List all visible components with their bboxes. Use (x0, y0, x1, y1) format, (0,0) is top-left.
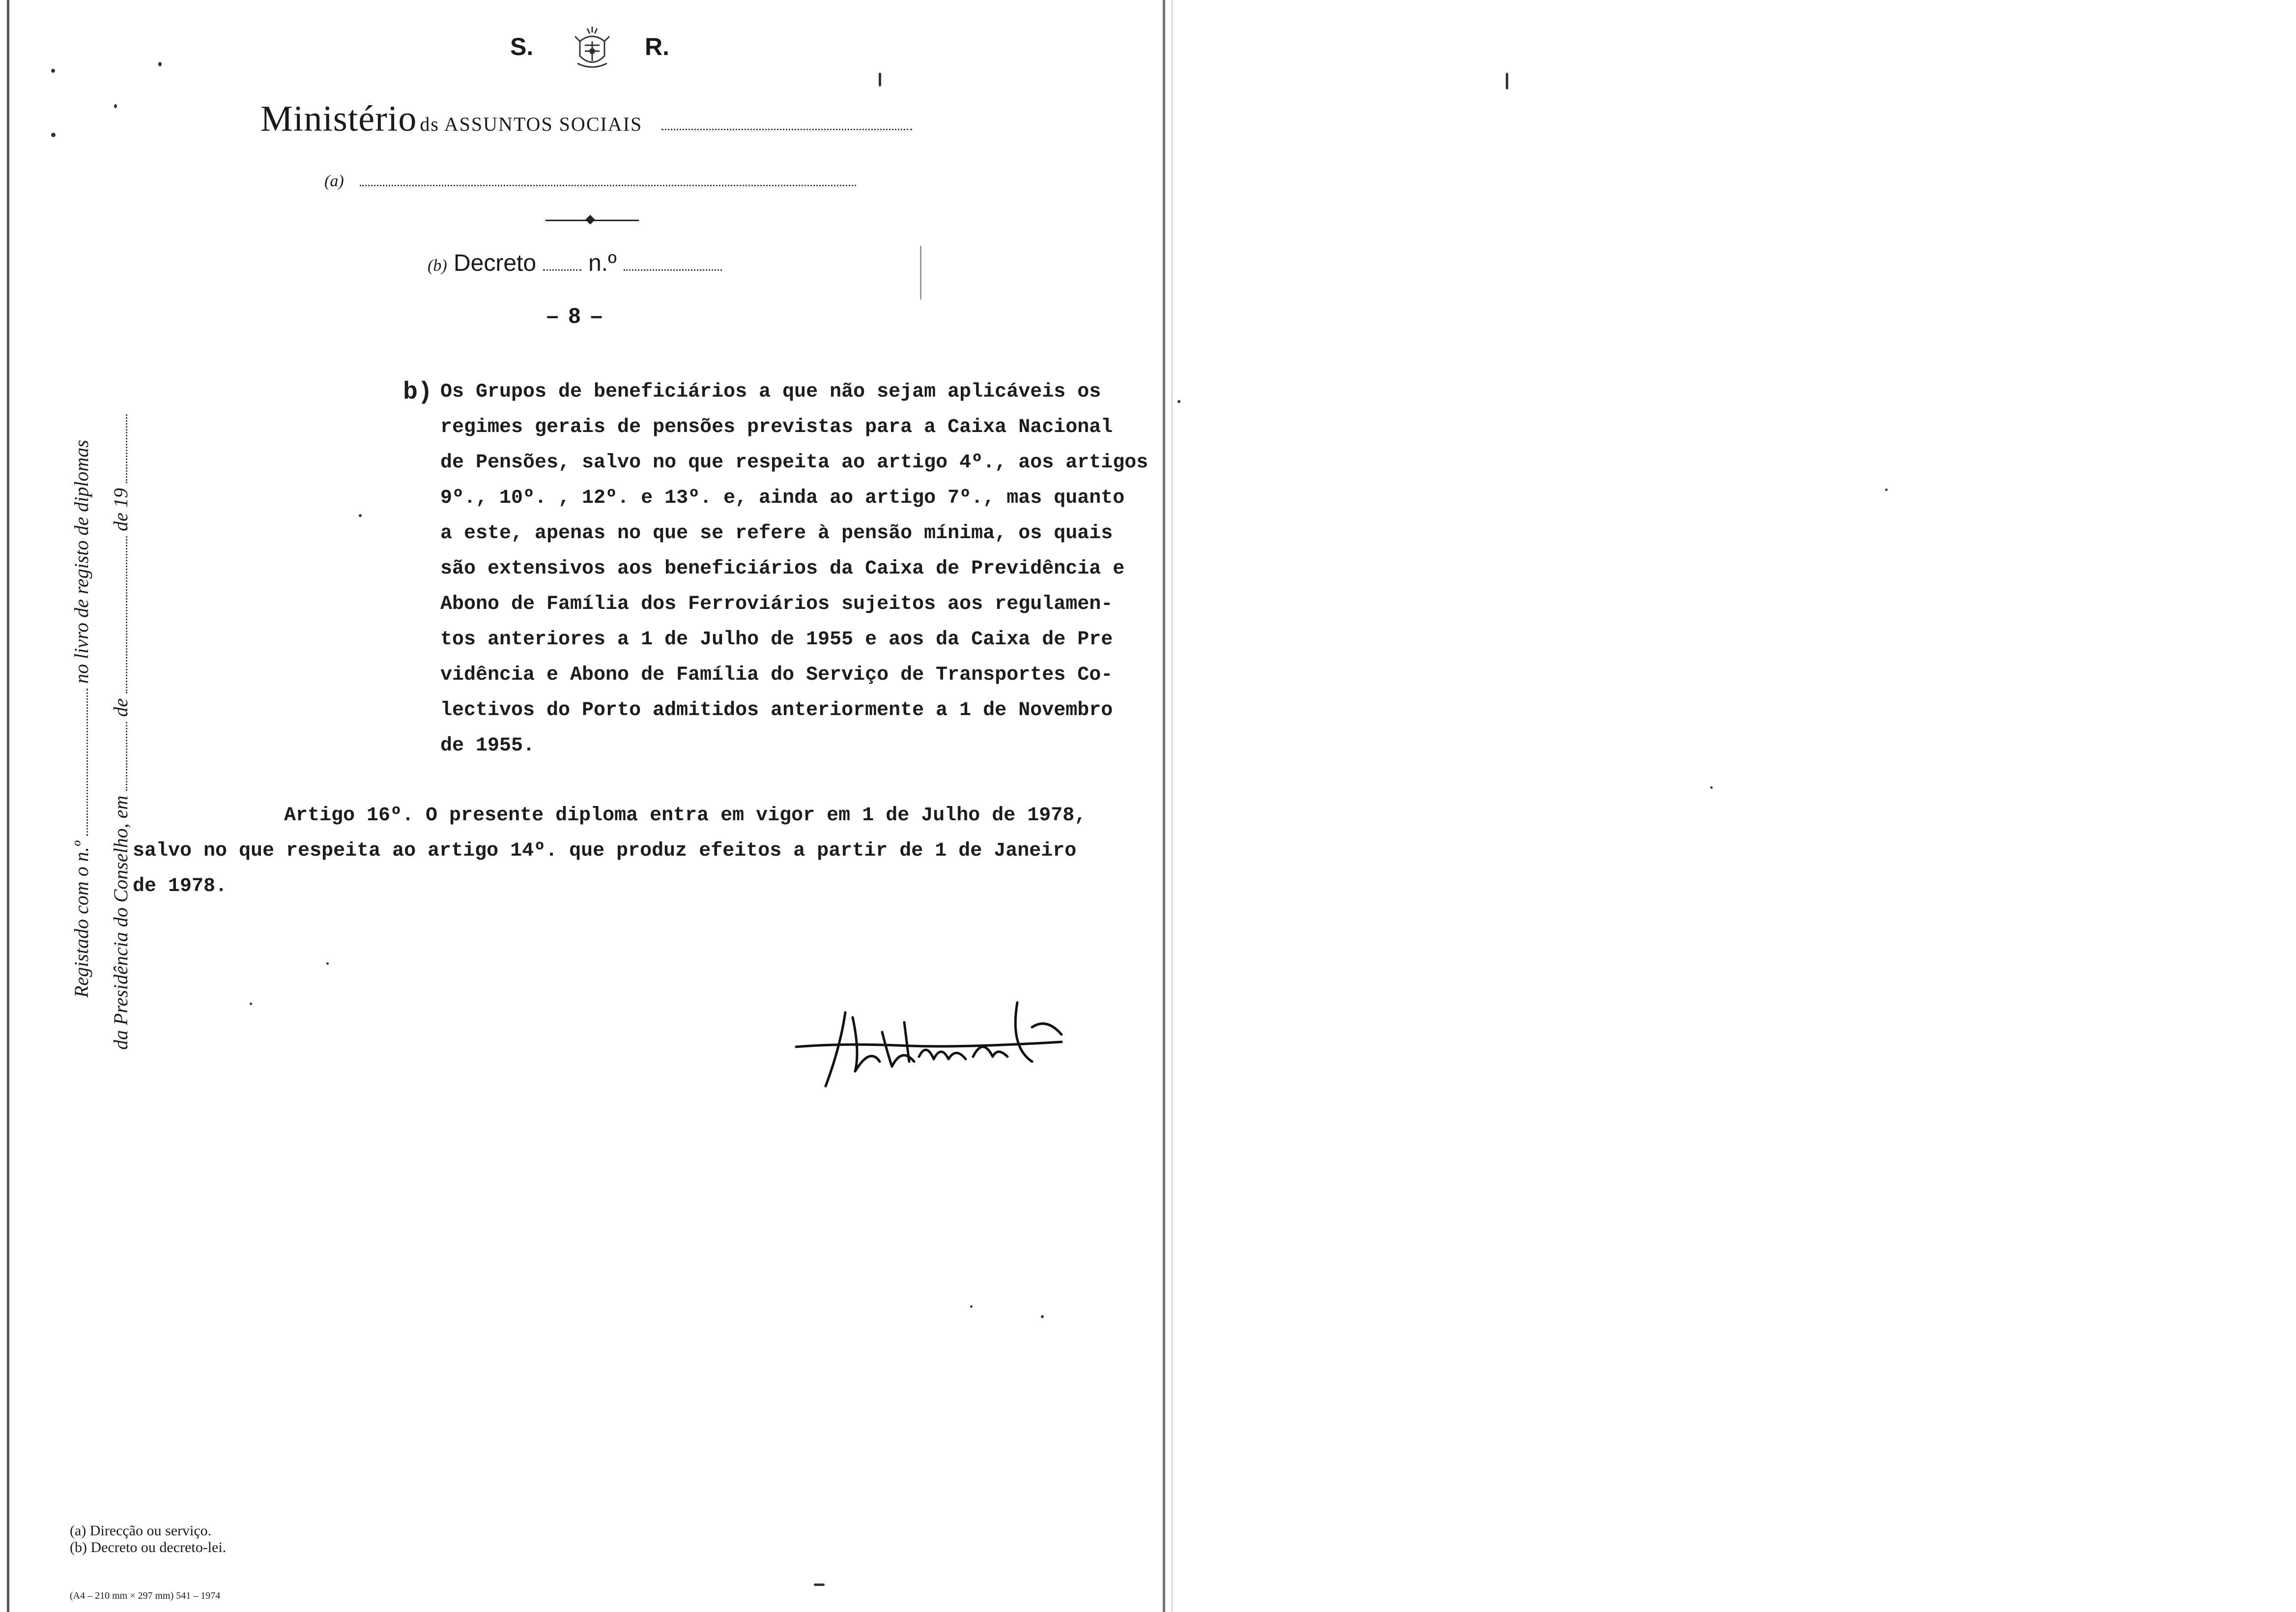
scan-mark (1506, 73, 1508, 89)
footnote-b: (b) Decreto ou decreto-lei. (70, 1539, 227, 1555)
decree-dots (543, 269, 581, 271)
footnote-a: (a) Direcção ou serviço. (70, 1523, 212, 1539)
field-a-marker: (a) (324, 172, 344, 190)
margin-year-dots (126, 414, 127, 483)
scan-speck (250, 1003, 252, 1005)
header-letter-s: S. (510, 33, 534, 60)
scan-mark (879, 73, 881, 86)
page-fold-line (1163, 0, 1165, 1612)
ministry-title: Ministério (260, 99, 417, 139)
scan-speck (114, 104, 117, 108)
item-b-line: regimes gerais de pensões previstas para a Caixa Nacional (440, 416, 1113, 438)
ministry-line (260, 98, 642, 140)
scan-speck (158, 62, 162, 66)
page-left-edge (7, 0, 9, 1612)
header-letter-r: R. (645, 33, 669, 60)
page-fold-shadow (1172, 0, 1173, 1612)
form-code: (A4 – 210 mm × 297 mm) 541 – 1974 (70, 1590, 221, 1601)
decree-marker: (b) (428, 257, 447, 275)
margin-presidency-label: da Presidência do Conselho, em (110, 795, 132, 1050)
margin-de-label-1: de (110, 698, 132, 717)
margin-registration-line-1 (70, 440, 93, 998)
item-b-line: de Pensões, salvo no que respeita ao artigo 4º., aos artigos (440, 452, 1148, 474)
scan-mark (814, 1583, 825, 1586)
margin-registration-line-2 (109, 409, 132, 1050)
ministry-name: ds ASSUNTOS SOCIAIS (420, 113, 643, 135)
item-b-line: Abono de Família dos Ferroviários sujeitos aos regulamen- (440, 593, 1113, 615)
handwritten-signature (786, 988, 1071, 1101)
item-b-line: 9º., 10º. , 12º. e 13º. e, ainda ao artigo 7º., mas quanto (440, 487, 1125, 509)
margin-day-dots (126, 722, 127, 791)
scan-speck (1710, 786, 1713, 789)
article-16-line: salvo no que respeita ao artigo 14º. que produz efeitos a partir de 1 de Janeiro (133, 840, 1077, 862)
item-b-line: Os Grupos de beneficiários a que não sejam aplicáveis os (440, 381, 1101, 403)
coat-of-arms-icon (565, 22, 619, 76)
scan-speck (326, 962, 329, 965)
item-b-line: são extensivos aos beneficiários da Caixa de Previdência e (440, 558, 1125, 580)
margin-registered-label: Registado com o n.º (70, 840, 92, 998)
item-b-line: vidência e Abono de Família do Serviço de Transportes Co- (440, 664, 1113, 686)
item-b-line: de 1955. (440, 735, 535, 757)
scan-speck (970, 1305, 973, 1308)
scan-mark (920, 246, 921, 300)
scan-speck (51, 69, 55, 73)
article-16-line: de 1978. (133, 875, 228, 897)
scan-speck (1041, 1315, 1044, 1318)
scan-speck (51, 133, 56, 137)
scan-speck (359, 514, 362, 517)
margin-year-label: de 19 (110, 488, 132, 531)
field-a-dotted-line (360, 185, 856, 186)
margin-book-label: no livro de registo de diplomas (70, 440, 92, 684)
margin-month-dots (126, 536, 127, 693)
divider-ornament (585, 215, 595, 225)
item-b-line: lectivos do Porto admitidos anteriormente a 1 de Novembro (440, 699, 1113, 721)
scan-speck (1885, 489, 1888, 491)
ministry-dotted-line (661, 129, 912, 130)
item-b-line: tos anteriores a 1 de Julho de 1955 e aos da Caixa de Pre (440, 629, 1113, 651)
decree-line (428, 250, 722, 277)
page-number: – 8 – (546, 304, 604, 328)
decree-word: Decreto (454, 250, 537, 276)
decree-number-label: n.º (588, 250, 617, 276)
item-b-letter: b) (403, 378, 433, 406)
article-16-line: Artigo 16º. O presente diploma entra em vigor em 1 de Julho de 1978, (284, 805, 1087, 827)
item-b-line: a este, apenas no que se refere à pensão mínima, os quais (440, 522, 1113, 545)
margin-registration-number-dots (86, 689, 88, 836)
decree-number-dots (624, 269, 722, 271)
scan-speck (1177, 400, 1180, 403)
